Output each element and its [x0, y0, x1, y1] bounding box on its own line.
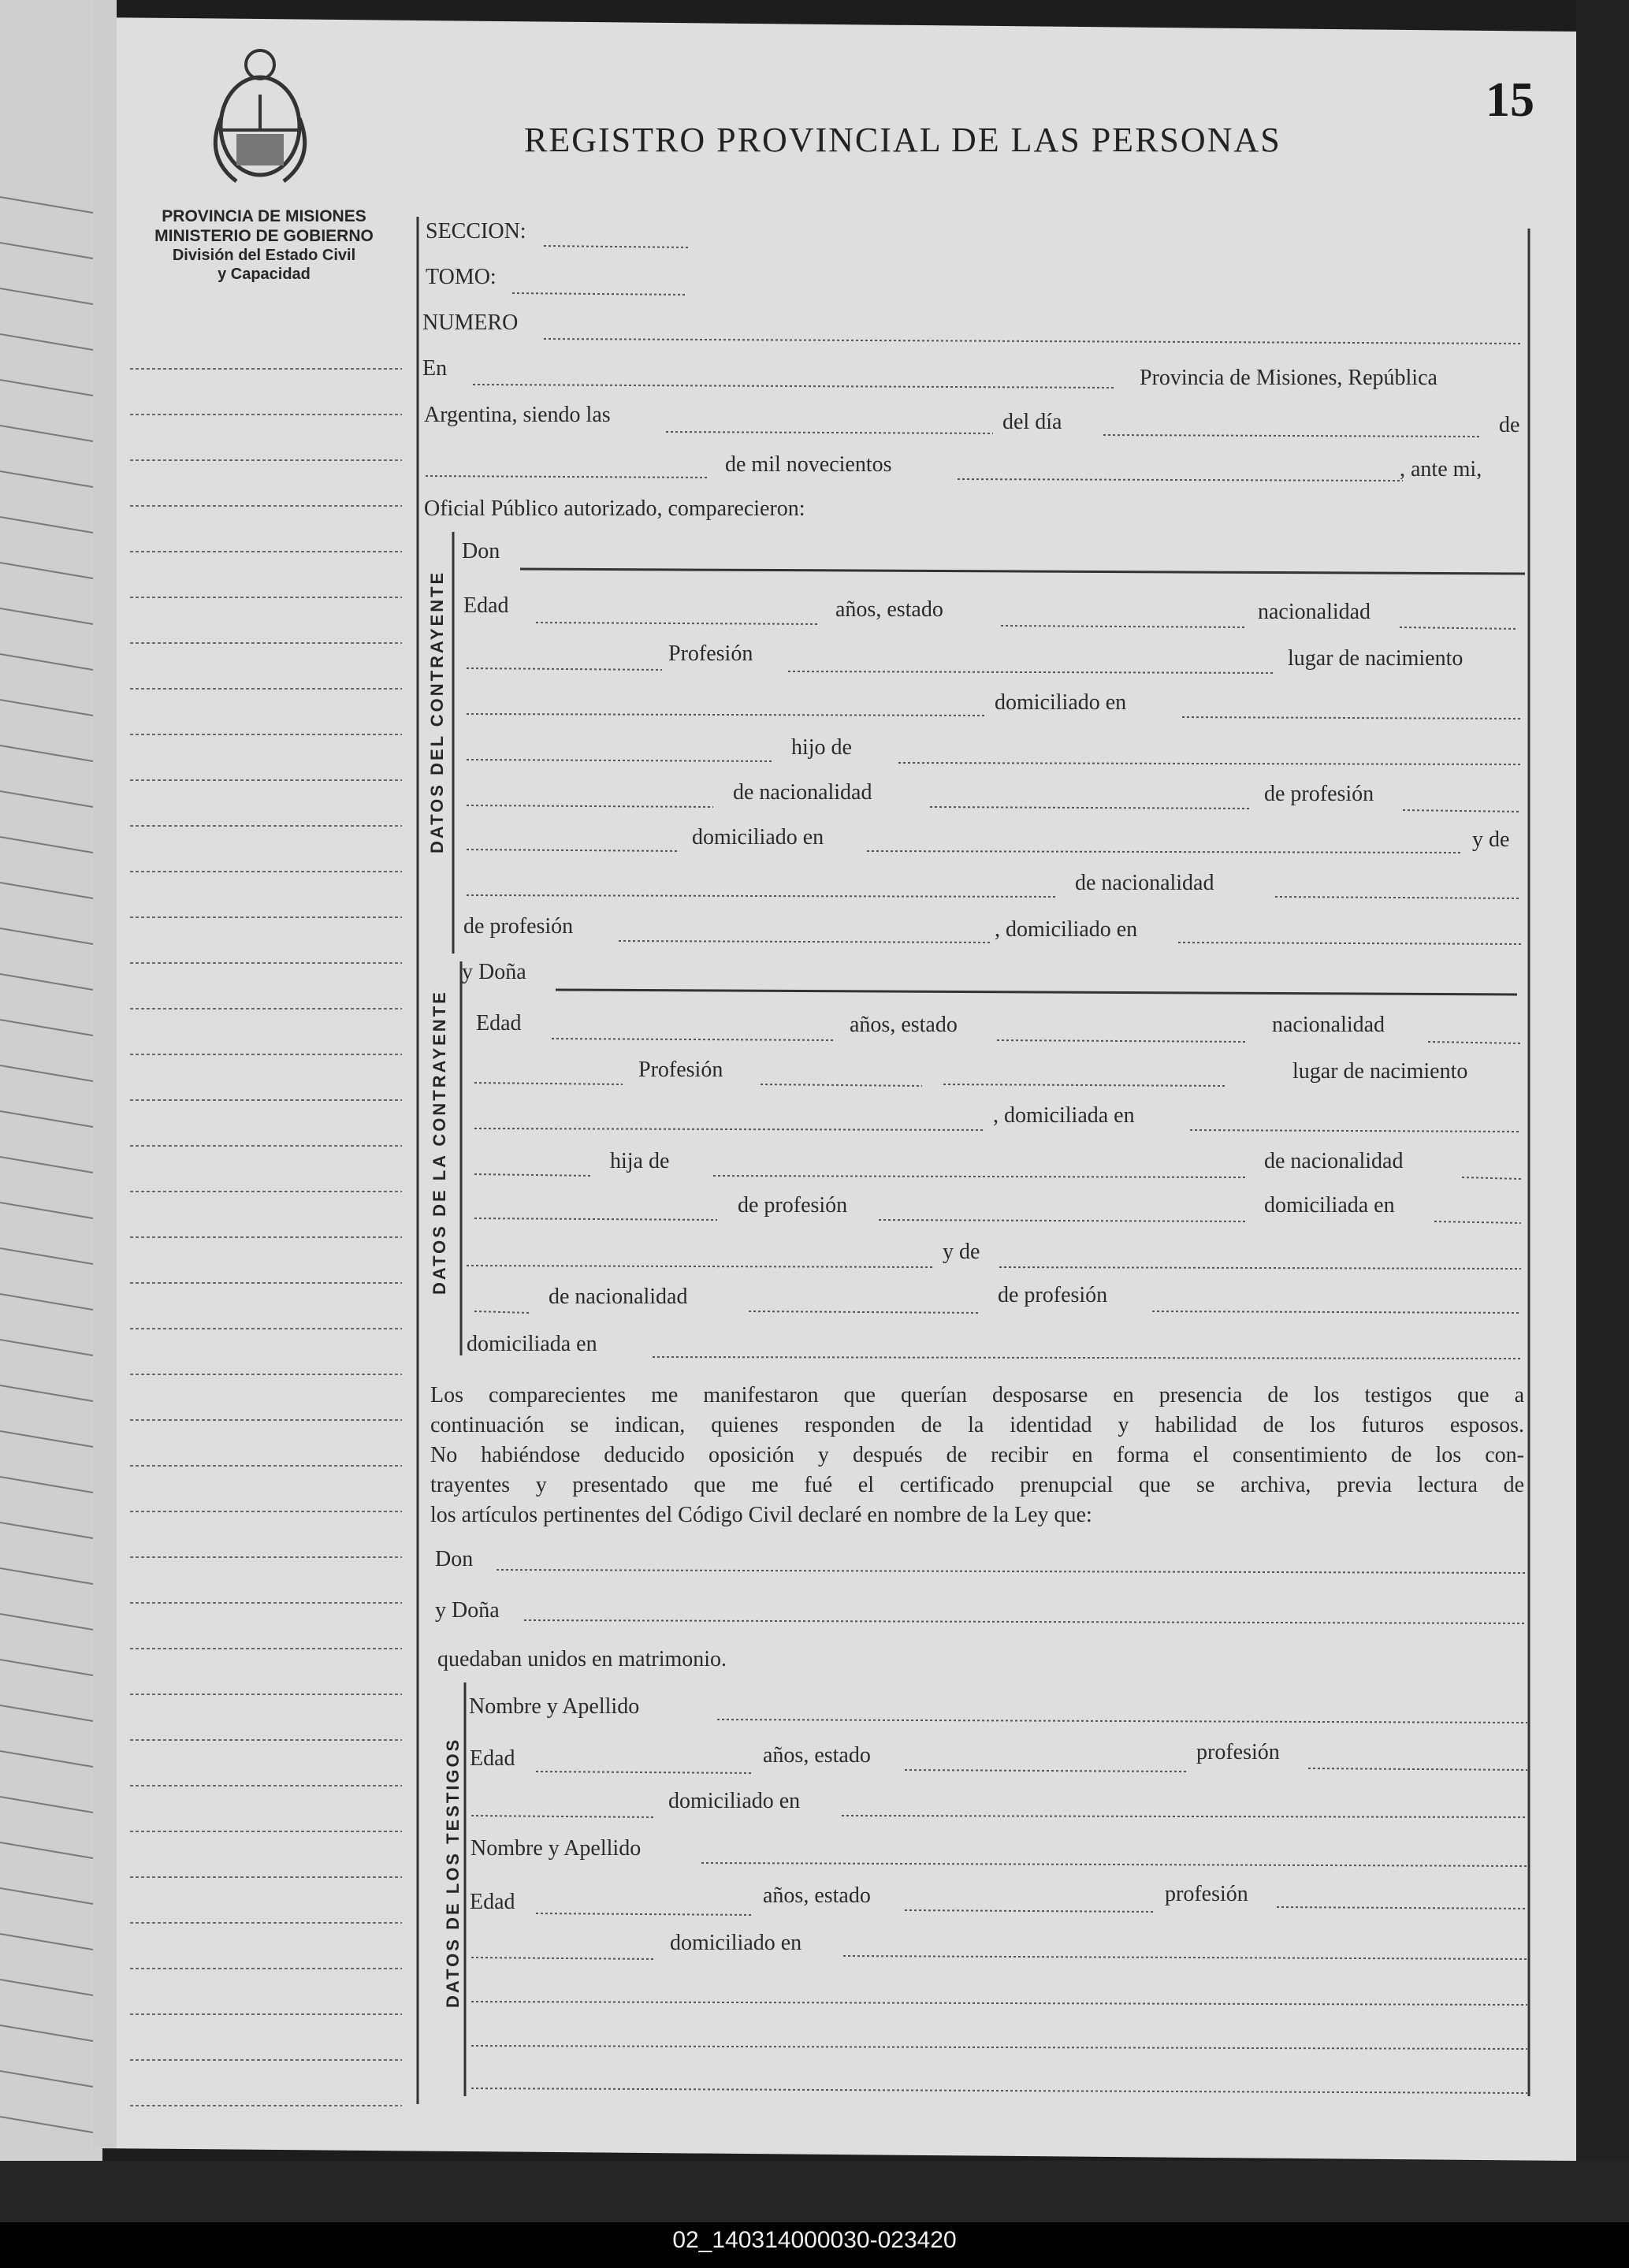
label-de-profesion-f-2: de profesión	[998, 1283, 1108, 1307]
label-de-profesion-f: de profesión	[738, 1193, 848, 1218]
label-de-profesion-2: de profesión	[463, 914, 574, 939]
label-lugar-nacimiento: lugar de nacimiento	[1288, 646, 1463, 671]
label-domiciliado-en-3: , domiciliado en	[995, 917, 1138, 942]
section-label-testigos: DATOS DE LOS TESTIGOS	[443, 1737, 463, 2008]
label-edad-t2: Edad	[470, 1890, 515, 1914]
declaration-line-4: trayentes y presentado que me fué el certificado prenupcial que se archiva, previa lectura de	[430, 1473, 1524, 1497]
label-nacionalidad: nacionalidad	[1258, 600, 1371, 624]
label-decl-dona: y Doña	[435, 1598, 500, 1623]
label-profesion-f: Profesión	[638, 1058, 723, 1082]
label-domiciliado-t2: domiciliado en	[670, 1931, 802, 1955]
label-y-de: y de	[1472, 827, 1510, 852]
label-de-nacionalidad-f-2: de nacionalidad	[549, 1285, 688, 1309]
label-tomo: TOMO:	[426, 265, 497, 289]
label-argentina: Argentina, siendo las	[424, 403, 611, 427]
label-numero: NUMERO	[422, 310, 519, 335]
header-capacity: y Capacidad	[218, 266, 311, 284]
header-block	[134, 206, 394, 284]
label-de-mil: de mil novecientos	[725, 452, 892, 477]
scan-identifier: 02_140314000030-023420	[672, 2227, 957, 2253]
label-unidos: quedaban unidos en matrimonio.	[437, 1647, 727, 1671]
declaration-line-3: No habiéndose deducido oposición y después de recibir en forma el consentimiento de los con-	[430, 1443, 1524, 1467]
label-ante-mi: , ante mi,	[1400, 457, 1482, 481]
label-lugar-nacimiento-f: lugar de nacimiento	[1292, 1059, 1468, 1084]
label-profesion-t1: profesión	[1196, 1740, 1280, 1764]
label-seccion: SECCION:	[426, 219, 526, 244]
page-title: REGISTRO PROVINCIAL DE LAS PERSONAS	[524, 121, 1281, 159]
label-domiciliada-en: , domiciliada en	[993, 1103, 1135, 1128]
label-domiciliada-en-2: domiciliada en	[1264, 1193, 1395, 1218]
label-anos-estado-t2: años, estado	[763, 1883, 871, 1908]
header-province: PROVINCIA DE MISIONES	[162, 207, 366, 225]
label-hija-de: hija de	[610, 1149, 670, 1173]
header-division: División del Estado Civil	[172, 247, 356, 265]
label-edad-f: Edad	[476, 1011, 522, 1035]
section-label-contrayente-female: DATOS DE LA CONTRAYENTE	[430, 990, 449, 1295]
label-dona: y Doña	[462, 960, 526, 984]
label-de-profesion: de profesión	[1264, 782, 1374, 806]
header-ministry: MINISTERIO DE GOBIERNO	[154, 227, 374, 246]
label-provincia: Provincia de Misiones, República	[1140, 366, 1437, 390]
label-de: de	[1499, 413, 1520, 437]
label-del-dia: del día	[1002, 410, 1062, 434]
declaration-line-1: Los comparecientes me manifestaron que querían desposarse en presencia de los testigos que a	[430, 1383, 1524, 1407]
label-de-nacionalidad-f: de nacionalidad	[1264, 1149, 1404, 1173]
label-profesion: Profesión	[668, 641, 753, 666]
label-anos-estado: años, estado	[835, 597, 943, 622]
label-edad-t1: Edad	[470, 1746, 515, 1771]
label-nombre-2: Nombre y Apellido	[470, 1836, 642, 1861]
label-oficial: Oficial Público autorizado, comparecieron:	[424, 496, 805, 521]
label-don: Don	[462, 539, 500, 563]
declaration-line-5: los artículos pertinentes del Código Civil declaré en nombre de la Ley que:	[430, 1503, 1092, 1527]
declaration-paragraph	[430, 1381, 1524, 1530]
declaration-line-2: continuación se indican, quienes responden de la identidad y habilidad de los futuros esposos.	[430, 1413, 1524, 1437]
page-number: 15	[1486, 73, 1534, 127]
label-decl-don: Don	[435, 1547, 474, 1571]
label-anos-estado-f: años, estado	[850, 1013, 958, 1037]
section-label-contrayente: DATOS DEL CONTRAYENTE	[427, 570, 447, 853]
label-domiciliado-en: domiciliado en	[995, 690, 1127, 715]
label-domiciliada-en-3: domiciliada en	[467, 1332, 597, 1356]
label-de-nacionalidad-2: de nacionalidad	[1075, 871, 1214, 895]
label-profesion-t2: profesión	[1165, 1882, 1248, 1906]
label-de-nacionalidad: de nacionalidad	[733, 780, 872, 805]
label-edad: Edad	[463, 593, 509, 618]
label-y-de-f: y de	[943, 1240, 980, 1264]
label-anos-estado-t1: años, estado	[763, 1743, 871, 1768]
label-nombre-1: Nombre y Apellido	[469, 1694, 640, 1719]
label-domiciliado-en-2: domiciliado en	[692, 825, 824, 850]
label-en: En	[422, 356, 448, 381]
label-hijo-de: hijo de	[791, 735, 852, 760]
label-domiciliado-t1: domiciliado en	[668, 1789, 801, 1813]
label-nacionalidad-f: nacionalidad	[1272, 1013, 1385, 1037]
